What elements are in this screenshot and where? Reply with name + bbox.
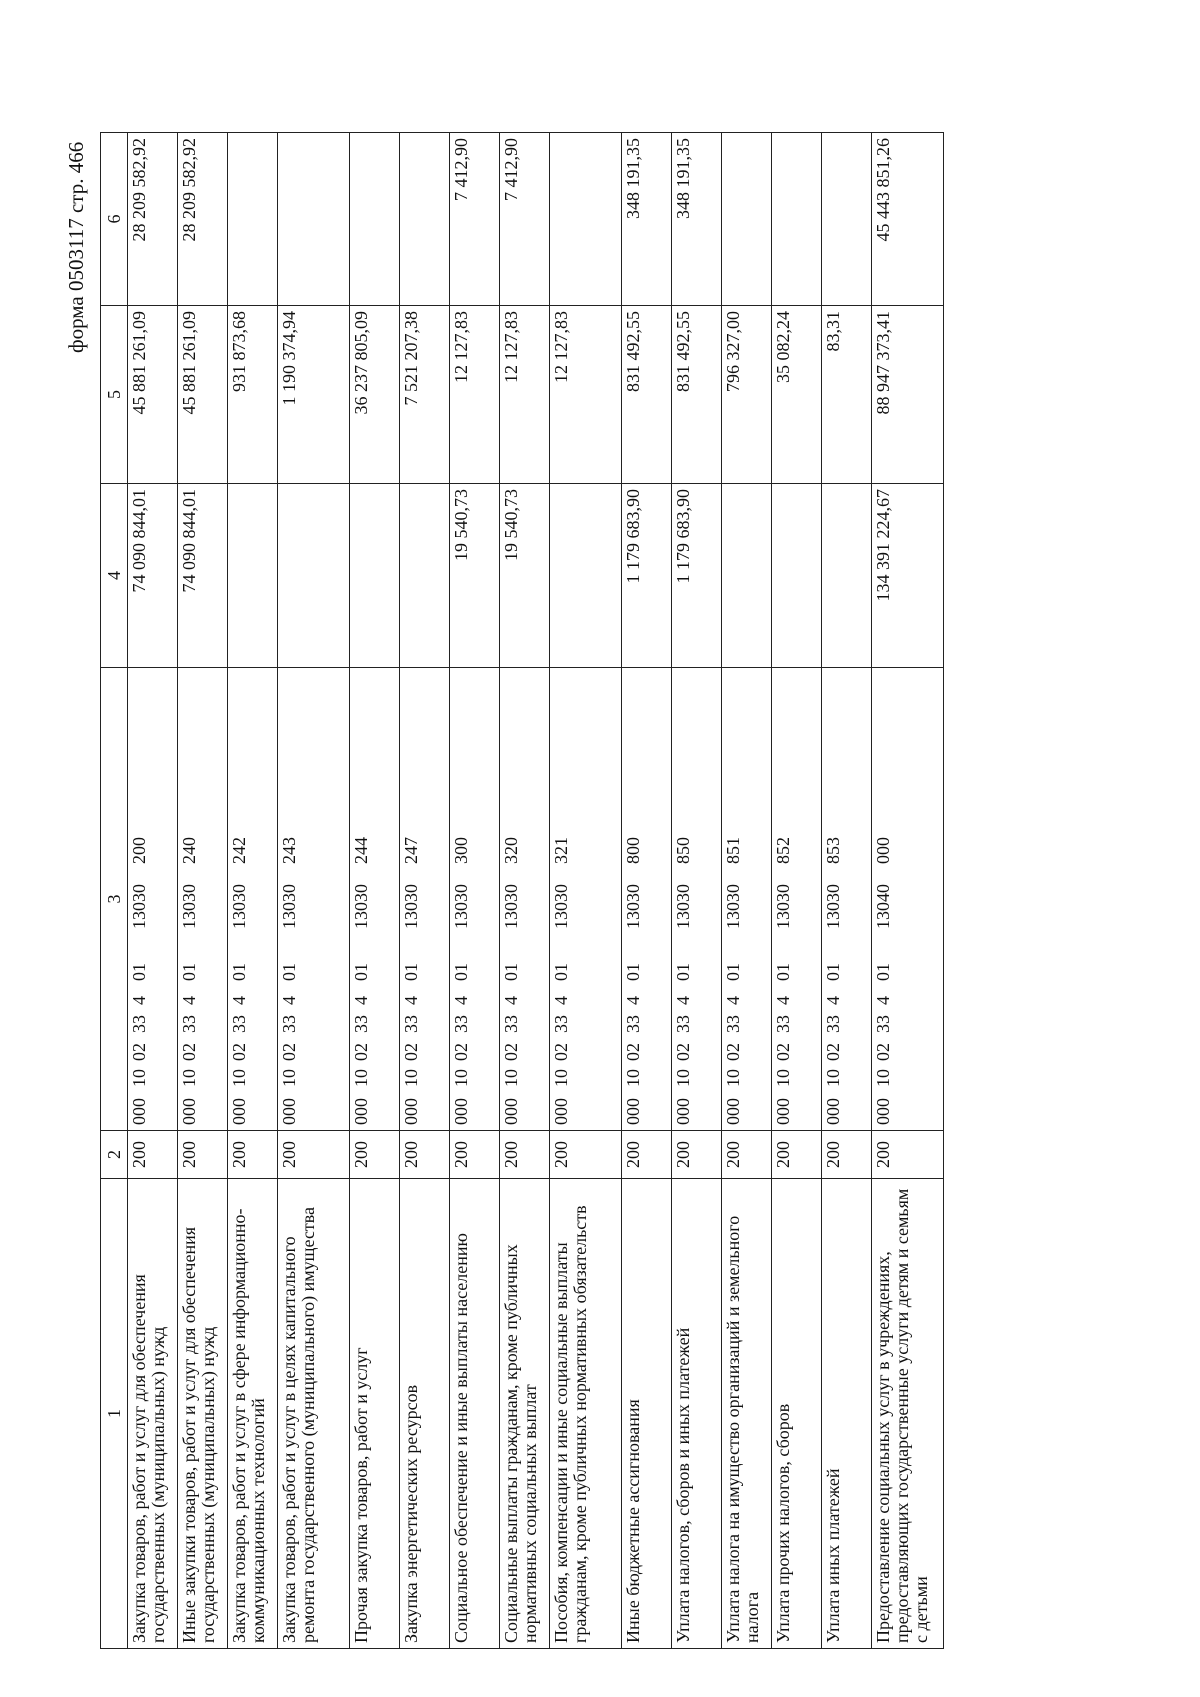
table-row [500,133,550,1649]
code-part: 01 [873,963,893,981]
code-part: 4 [823,996,843,1005]
code-part: 000 [551,1098,571,1125]
code-part: 01 [451,963,471,981]
code-part: 02 [351,1043,371,1061]
line-code: 200 [722,1131,772,1179]
col4-value [350,484,400,668]
row-name: Закупка товаров, работ и услуг для обеспечения государственных (муниципальных) нужд [128,1179,178,1649]
col4-value: 74 090 844,01 [128,484,178,668]
code-part: 33 [451,1015,471,1033]
code-part: 13030 [129,884,149,929]
code-part: 02 [773,1043,793,1061]
budget-classification-code [500,668,550,1131]
col4-value: 1 179 683,90 [672,484,722,668]
code-part: 33 [179,1015,199,1033]
code-part: 33 [501,1015,521,1033]
col6-value [228,133,278,306]
code-part: 13040 [873,884,893,929]
col6-value [772,133,822,306]
row-name: Иные бюджетные ассигнования [622,1179,672,1649]
code-part: 10 [501,1069,521,1087]
code-part: 10 [179,1069,199,1087]
code-part: 13030 [401,884,421,929]
budget-classification-code [178,668,228,1131]
col6-value [722,133,772,306]
code-part: 247 [401,837,421,864]
row-name: Уплата налога на имущество организаций и земельного налога [722,1179,772,1649]
code-part: 02 [279,1043,299,1061]
col6-value [350,133,400,306]
table-row [278,133,350,1649]
code-part: 853 [823,837,843,864]
code-part: 000 [723,1098,743,1125]
budget-classification-code [772,668,822,1131]
code-part: 02 [129,1043,149,1061]
code-part: 000 [823,1098,843,1125]
col5-value: 7 521 207,38 [400,306,450,484]
row-name: Пособия, компенсации и иные социальные выплаты гражданам, кроме публичных нормативных обязательств [550,1179,622,1649]
row-name: Уплата прочих налогов, сборов [772,1179,822,1649]
code-part: 000 [451,1098,471,1125]
code-part: 01 [551,963,571,981]
code-part: 01 [179,963,199,981]
code-part: 10 [129,1069,149,1087]
budget-classification-code [400,668,450,1131]
code-part: 244 [351,837,371,864]
col5-value: 796 327,00 [722,306,772,484]
code-part: 000 [401,1098,421,1125]
col4-value [772,484,822,668]
budget-classification-code [450,668,500,1131]
code-part: 02 [229,1043,249,1061]
code-part: 02 [873,1043,893,1061]
row-name: Закупка товаров, работ и услуг в сфере информационно-коммуникационных технологий [228,1179,278,1649]
code-part: 4 [351,996,371,1005]
budget-classification-code [350,668,400,1131]
code-part: 4 [551,996,571,1005]
col5-value: 12 127,83 [500,306,550,484]
col4-value [400,484,450,668]
budget-classification-code [228,668,278,1131]
code-part: 10 [279,1069,299,1087]
code-part: 243 [279,837,299,864]
col4-value: 134 391 224,67 [872,484,944,668]
code-part: 02 [673,1043,693,1061]
code-part: 33 [551,1015,571,1033]
code-part: 13030 [551,884,571,929]
code-part: 02 [401,1043,421,1061]
code-part: 4 [451,996,471,1005]
column-number: 6 [101,133,128,306]
code-part: 33 [229,1015,249,1033]
table-row [450,133,500,1649]
line-code: 200 [822,1131,872,1179]
code-part: 320 [501,837,521,864]
col4-value: 19 540,73 [450,484,500,668]
row-name: Закупка товаров, работ и услуг в целях капитального ремонта государственного (муниципального) имущества [278,1179,350,1649]
code-part: 10 [401,1069,421,1087]
code-part: 01 [623,963,643,981]
form-label: форма 0503117 стр. 466 [64,141,88,353]
budget-classification-code [622,668,672,1131]
code-part: 10 [229,1069,249,1087]
budget-classification-code [550,668,622,1131]
col5-value: 831 492,55 [672,306,722,484]
line-code: 200 [672,1131,722,1179]
line-code: 200 [872,1131,944,1179]
code-part: 01 [401,963,421,981]
code-part: 02 [179,1043,199,1061]
code-part: 000 [129,1098,149,1125]
code-part: 4 [129,996,149,1005]
code-part: 33 [723,1015,743,1033]
code-part: 33 [129,1015,149,1033]
row-name: Предоставление социальных услуг в учреждениях, предоставляющих государственные услуги детям и семьям с детьми [872,1179,944,1649]
code-part: 02 [823,1043,843,1061]
column-number: 3 [101,668,128,1131]
code-part: 13030 [673,884,693,929]
code-part: 02 [551,1043,571,1061]
row-name: Уплата налогов, сборов и иных платежей [672,1179,722,1649]
code-part: 13030 [351,884,371,929]
code-part: 321 [551,837,571,864]
budget-classification-code [672,668,722,1131]
row-name: Социальные выплаты гражданам, кроме публичных нормативных социальных выплат [500,1179,550,1649]
table-row [550,133,622,1649]
col4-value: 1 179 683,90 [622,484,672,668]
col5-value: 931 873,68 [228,306,278,484]
report-table [100,132,944,1649]
row-name: Социальное обеспечение и иные выплаты населению [450,1179,500,1649]
col5-value: 1 190 374,94 [278,306,350,484]
row-name: Иные закупки товаров, работ и услуг для обеспечения государственных (муниципальных) нужд [178,1179,228,1649]
line-code: 200 [772,1131,822,1179]
column-number: 1 [101,1179,128,1649]
code-part: 4 [673,996,693,1005]
code-part: 850 [673,837,693,864]
code-part: 000 [873,837,893,864]
col6-value [550,133,622,306]
line-code: 200 [228,1131,278,1179]
col6-value: 28 209 582,92 [178,133,228,306]
code-part: 01 [673,963,693,981]
code-part: 13030 [179,884,199,929]
code-part: 01 [823,963,843,981]
code-part: 4 [229,996,249,1005]
col4-value: 74 090 844,01 [178,484,228,668]
code-part: 13030 [723,884,743,929]
col4-value: 19 540,73 [500,484,550,668]
line-code: 200 [278,1131,350,1179]
code-part: 13030 [623,884,643,929]
row-name: Прочая закупка товаров, работ и услуг [350,1179,400,1649]
budget-classification-code [722,668,772,1131]
code-part: 01 [351,963,371,981]
code-part: 33 [279,1015,299,1033]
column-number-row [101,133,128,1649]
col6-value [400,133,450,306]
table-row [350,133,400,1649]
col4-value [550,484,622,668]
col5-value: 83,31 [822,306,872,484]
line-code: 200 [128,1131,178,1179]
line-code: 200 [400,1131,450,1179]
code-part: 000 [773,1098,793,1125]
col6-value: 348 191,35 [622,133,672,306]
code-part: 13030 [773,884,793,929]
col5-value: 12 127,83 [550,306,622,484]
code-part: 10 [823,1069,843,1087]
table-row [872,133,944,1649]
row-name: Закупка энергетических ресурсов [400,1179,450,1649]
col6-value: 7 412,90 [450,133,500,306]
code-part: 4 [179,996,199,1005]
table-row [400,133,450,1649]
code-part: 800 [623,837,643,864]
code-part: 10 [551,1069,571,1087]
code-part: 852 [773,837,793,864]
line-code: 200 [178,1131,228,1179]
col5-value: 36 237 805,09 [350,306,400,484]
code-part: 13030 [823,884,843,929]
code-part: 240 [179,837,199,864]
table-row [128,133,178,1649]
col6-value: 348 191,35 [672,133,722,306]
col5-value: 45 881 261,09 [178,306,228,484]
code-part: 02 [501,1043,521,1061]
code-part: 10 [723,1069,743,1087]
code-part: 200 [129,837,149,864]
code-part: 4 [401,996,421,1005]
code-part: 4 [873,996,893,1005]
code-part: 4 [773,996,793,1005]
col4-value [722,484,772,668]
code-part: 300 [451,837,471,864]
code-part: 33 [351,1015,371,1033]
table-row [772,133,822,1649]
code-part: 000 [873,1098,893,1125]
budget-classification-code [872,668,944,1131]
code-part: 000 [279,1098,299,1125]
column-number: 2 [101,1131,128,1179]
table-row [822,133,872,1649]
code-part: 851 [723,837,743,864]
code-part: 33 [773,1015,793,1033]
col4-value [822,484,872,668]
code-part: 13030 [279,884,299,929]
column-number: 5 [101,306,128,484]
code-part: 01 [773,963,793,981]
table-row [228,133,278,1649]
row-name: Уплата иных платежей [822,1179,872,1649]
code-part: 4 [723,996,743,1005]
code-part: 33 [823,1015,843,1033]
col5-value: 45 881 261,09 [128,306,178,484]
table-row [178,133,228,1649]
budget-classification-code [128,668,178,1131]
col6-value [278,133,350,306]
table-row [622,133,672,1649]
line-code: 200 [500,1131,550,1179]
table-row [672,133,722,1649]
col5-value: 12 127,83 [450,306,500,484]
code-part: 13030 [501,884,521,929]
line-code: 200 [450,1131,500,1179]
code-part: 01 [279,963,299,981]
code-part: 01 [129,963,149,981]
code-part: 01 [501,963,521,981]
col4-value [278,484,350,668]
code-part: 33 [623,1015,643,1033]
code-part: 01 [229,963,249,981]
table-row [722,133,772,1649]
col6-value: 28 209 582,92 [128,133,178,306]
budget-classification-code [822,668,872,1131]
code-part: 33 [401,1015,421,1033]
code-part: 13030 [451,884,471,929]
col6-value: 7 412,90 [500,133,550,306]
line-code: 200 [550,1131,622,1179]
code-part: 33 [873,1015,893,1033]
col5-value: 831 492,55 [622,306,672,484]
col5-value: 88 947 373,41 [872,306,944,484]
code-part: 242 [229,837,249,864]
code-part: 000 [673,1098,693,1125]
code-part: 000 [623,1098,643,1125]
code-part: 4 [623,996,643,1005]
col6-value: 45 443 851,26 [872,133,944,306]
col6-value [822,133,872,306]
code-part: 33 [673,1015,693,1033]
code-part: 000 [501,1098,521,1125]
col4-value [228,484,278,668]
code-part: 000 [179,1098,199,1125]
budget-classification-code [278,668,350,1131]
code-part: 000 [351,1098,371,1125]
code-part: 02 [623,1043,643,1061]
code-part: 02 [451,1043,471,1061]
line-code: 200 [622,1131,672,1179]
code-part: 10 [773,1069,793,1087]
code-part: 10 [673,1069,693,1087]
code-part: 4 [501,996,521,1005]
code-part: 10 [873,1069,893,1087]
code-part: 13030 [229,884,249,929]
col5-value: 35 082,24 [772,306,822,484]
code-part: 10 [623,1069,643,1087]
code-part: 10 [451,1069,471,1087]
line-code: 200 [350,1131,400,1179]
code-part: 10 [351,1069,371,1087]
column-number: 4 [101,484,128,668]
code-part: 4 [279,996,299,1005]
code-part: 01 [723,963,743,981]
code-part: 000 [229,1098,249,1125]
code-part: 02 [723,1043,743,1061]
